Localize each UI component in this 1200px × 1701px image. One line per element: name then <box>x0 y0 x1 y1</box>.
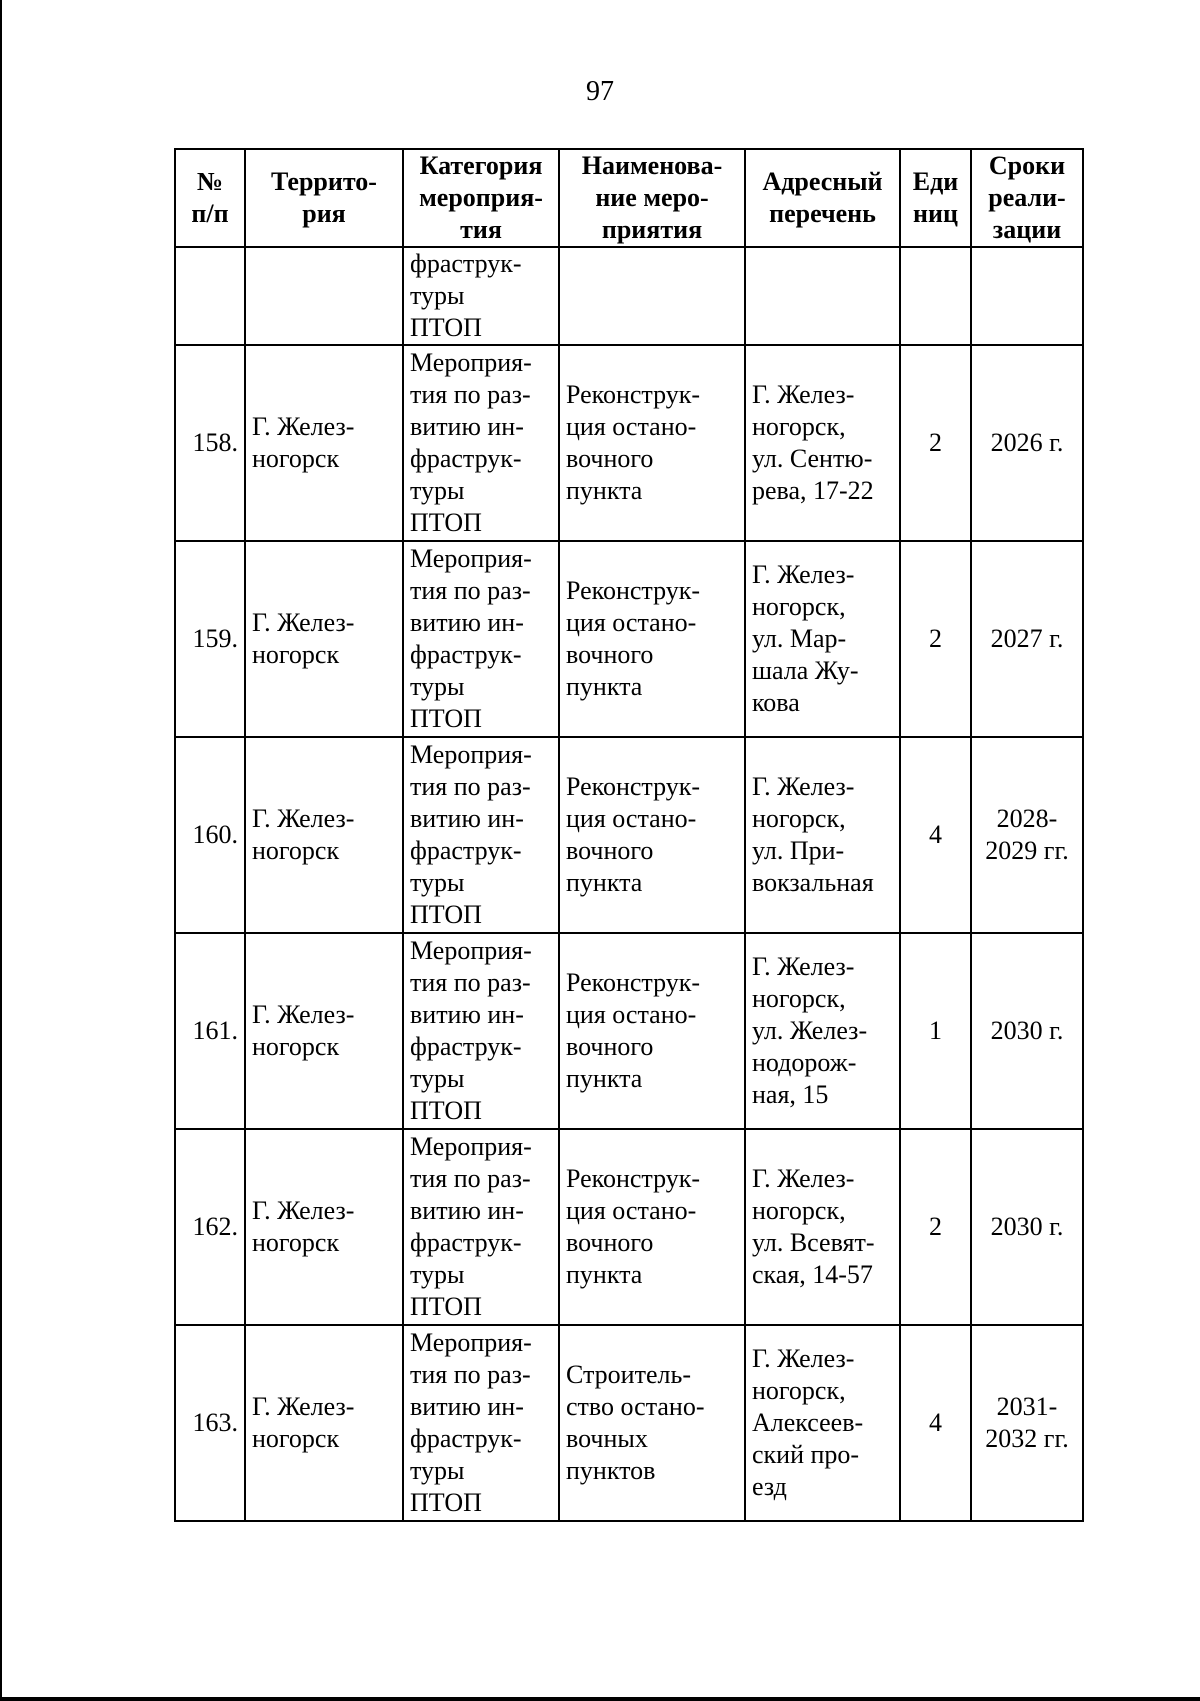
cell-name <box>559 247 745 345</box>
cell-category: Мероприя- тия по раз- витию ин- фраструк- туры ПТОП <box>403 933 559 1129</box>
cell-category: Мероприя- тия по раз- витию ин- фраструк- туры ПТОП <box>403 541 559 737</box>
cell-name: Строитель- ство остано- вочных пунктов <box>559 1325 745 1521</box>
cell-term: 2031- 2032 гг. <box>971 1325 1083 1521</box>
cell-territory: Г. Желез- ногорск <box>245 1325 403 1521</box>
table-row <box>175 1129 1083 1325</box>
cell-territory: Г. Желез- ногорск <box>245 737 403 933</box>
cell-name: Реконструк- ция остано- вочного пункта <box>559 1129 745 1325</box>
cell-units <box>900 247 971 345</box>
cell-units: 4 <box>900 1325 971 1521</box>
header-row <box>175 149 1083 247</box>
table-row <box>175 933 1083 1129</box>
cell-name: Реконструк- ция остано- вочного пункта <box>559 933 745 1129</box>
cell-term: 2028- 2029 гг. <box>971 737 1083 933</box>
cell-territory: Г. Желез- ногорск <box>245 345 403 541</box>
cell-units: 2 <box>900 1129 971 1325</box>
cell-name: Реконструк- ция остано- вочного пункта <box>559 541 745 737</box>
cell-number: 158. <box>175 345 245 541</box>
header-number: № п/п <box>175 149 245 247</box>
cell-term: 2026 г. <box>971 345 1083 541</box>
cell-number: 163. <box>175 1325 245 1521</box>
page-number: 97 <box>586 76 614 107</box>
cell-address <box>745 247 900 345</box>
cell-address: Г. Желез- ногорск, ул. Сентю- рева, 17-22 <box>745 345 900 541</box>
header-address: Адресный перечень <box>745 149 900 247</box>
cell-term: 2030 г. <box>971 1129 1083 1325</box>
cell-term <box>971 247 1083 345</box>
cell-number: 162. <box>175 1129 245 1325</box>
header-term: Сроки реали- зации <box>971 149 1083 247</box>
cell-address: Г. Желез- ногорск, ул. При- вокзальная <box>745 737 900 933</box>
cell-territory: Г. Желез- ногорск <box>245 541 403 737</box>
header-units: Еди ниц <box>900 149 971 247</box>
header-category: Категория мероприя- тия <box>403 149 559 247</box>
cell-category: Мероприя- тия по раз- витию ин- фраструк- туры ПТОП <box>403 1129 559 1325</box>
cell-name: Реконструк- ция остано- вочного пункта <box>559 737 745 933</box>
continuation-row <box>175 247 1083 345</box>
cell-units: 2 <box>900 541 971 737</box>
scan-edge-left <box>0 0 2 1701</box>
cell-territory <box>245 247 403 345</box>
cell-address: Г. Желез- ногорск, ул. Желез- нодорож- ная, 15 <box>745 933 900 1129</box>
cell-category: фраструк- туры ПТОП <box>403 247 559 345</box>
cell-address: Г. Желез- ногорск, ул. Мар- шала Жу- кова <box>745 541 900 737</box>
header-name: Наименова- ние меро- приятия <box>559 149 745 247</box>
cell-term: 2030 г. <box>971 933 1083 1129</box>
table-row <box>175 1325 1083 1521</box>
cell-units: 2 <box>900 345 971 541</box>
cell-address: Г. Желез- ногорск, ул. Всевят- ская, 14-57 <box>745 1129 900 1325</box>
cell-number: 160. <box>175 737 245 933</box>
cell-units: 4 <box>900 737 971 933</box>
scan-edge-bottom <box>0 1697 1200 1701</box>
header-territory: Террито- рия <box>245 149 403 247</box>
cell-territory: Г. Желез- ногорск <box>245 1129 403 1325</box>
cell-category: Мероприя- тия по раз- витию ин- фраструк- туры ПТОП <box>403 345 559 541</box>
cell-category: Мероприя- тия по раз- витию ин- фраструк- туры ПТОП <box>403 737 559 933</box>
cell-territory: Г. Желез- ногорск <box>245 933 403 1129</box>
cell-number <box>175 247 245 345</box>
cell-address: Г. Желез- ногорск, Алексеев- ский про- езд <box>745 1325 900 1521</box>
cell-category: Мероприя- тия по раз- витию ин- фраструк- туры ПТОП <box>403 1325 559 1521</box>
cell-term: 2027 г. <box>971 541 1083 737</box>
cell-number: 159. <box>175 541 245 737</box>
schedule-table <box>174 148 1084 1522</box>
cell-name: Реконструк- ция остано- вочного пункта <box>559 345 745 541</box>
cell-number: 161. <box>175 933 245 1129</box>
cell-units: 1 <box>900 933 971 1129</box>
table-row <box>175 737 1083 933</box>
table-row <box>175 541 1083 737</box>
table-row <box>175 345 1083 541</box>
